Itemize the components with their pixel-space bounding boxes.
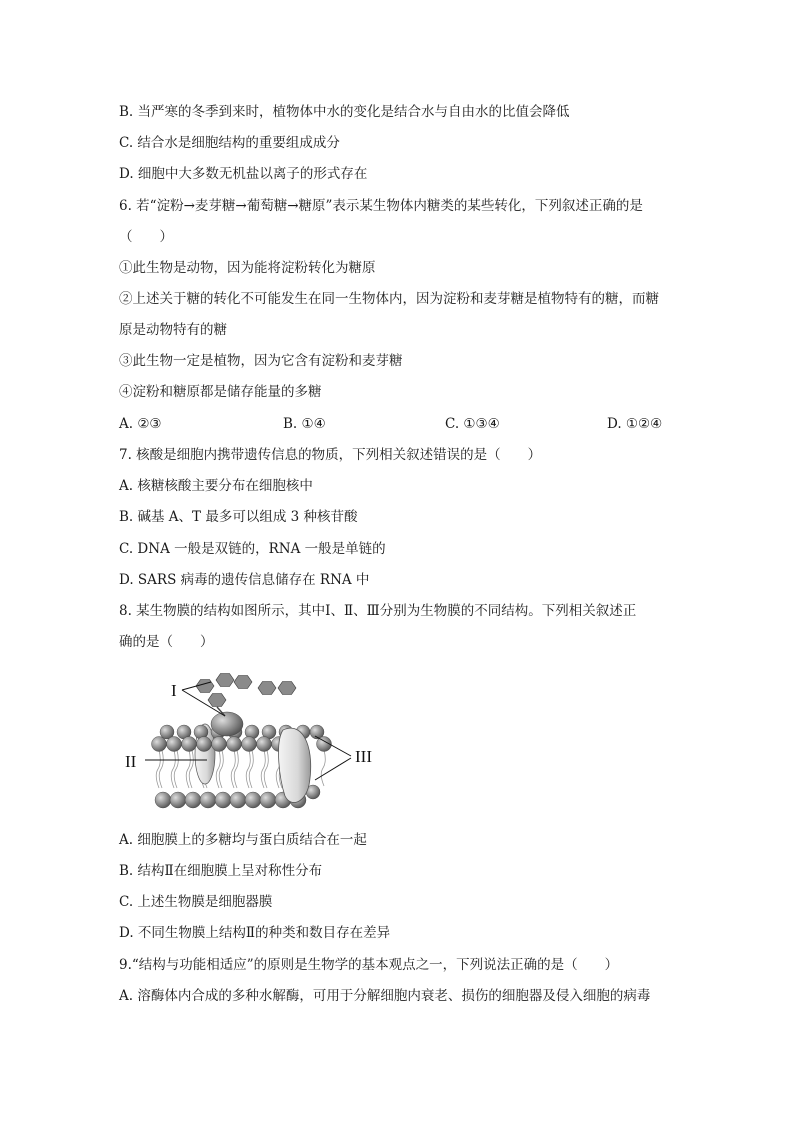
svg-text:II: II: [125, 752, 137, 771]
q8-option-b: B. 结构Ⅱ在细胞膜上呈对称性分布: [119, 863, 323, 879]
q8-option-c: C. 上述生物膜是细胞器膜: [119, 894, 273, 910]
sugar-unit: [234, 676, 252, 689]
q6-statement-3: ③此生物一定是植物，因为它含有淀粉和麦芽糖: [119, 353, 403, 369]
q8-stem-line2: 确的是（ ）: [119, 634, 214, 650]
sugar-unit: [216, 674, 234, 687]
sugar-unit: [278, 682, 296, 695]
q5-option-b: B. 当严寒的冬季到来时，植物体中水的变化是结合水与自由水的比值会降低: [119, 104, 570, 120]
lipid-tail: [261, 750, 265, 788]
q7-option-a: A. 核糖核酸主要分布在细胞核中: [119, 478, 313, 494]
q6-statement-4: ④淀粉和糖原都是储存能量的多糖: [119, 384, 322, 400]
q9-option-a: A. 溶酶体内合成的多种水解酶，可用于分解细胞内衰老、损伤的细胞器及侵入细胞的病毒: [119, 988, 651, 1004]
lipid-head-outer: [152, 737, 167, 752]
lipid-head-outer: [257, 737, 272, 752]
q7-option-d: D. SARS 病毒的遗传信息储存在 RNA 中: [119, 572, 370, 588]
q5-option-c: C. 结合水是细胞结构的重要组成成分: [119, 135, 340, 151]
protein-large: [279, 728, 311, 802]
q6-stem-line1: 6. 若“淀粉→麦芽糖→葡萄糖→糖原”表示某生物体内糖类的某些转化，下列叙述正确的是: [119, 198, 643, 214]
lipid-head-inner: [245, 792, 261, 808]
lipid-tail: [216, 750, 220, 788]
lipid-head-inner: [200, 792, 216, 808]
lipid-head-inner: [260, 792, 276, 808]
svg-text:III: III: [355, 747, 372, 766]
q8-option-a: A. 细胞膜上的多糖均与蛋白质结合在一起: [119, 832, 367, 848]
q7-stem: 7. 核酸是细胞内携带遗传信息的物质，下列相关叙述错误的是（ ）: [119, 447, 542, 463]
lipid-head-inner: [155, 792, 171, 808]
q6-option-b: B. ①④: [283, 416, 326, 432]
q7-option-c: C. DNA 一般是双链的，RNA 一般是单链的: [119, 541, 386, 557]
lipid-tail: [231, 750, 235, 788]
lipid-head-outer: [182, 737, 197, 752]
membrane-diagram: [119, 660, 379, 820]
lipid-head-outer: [242, 737, 257, 752]
lipid-head-outer: [227, 737, 242, 752]
lipid-head-inner: [215, 792, 231, 808]
q5-option-d: D. 细胞中大多数无机盐以离子的形式存在: [119, 166, 368, 182]
lipid-head-inner: [170, 792, 186, 808]
q6-option-c: C. ①③④: [445, 416, 500, 432]
q9-stem: 9.“结构与功能相适应”的原则是生物学的基本观点之一，下列说法正确的是（ ）: [119, 957, 619, 973]
protein-central: [211, 712, 243, 736]
lipid-head-outer: [212, 737, 227, 752]
glycoprotein-sugar-chain: [196, 674, 296, 717]
q6-stem-line2: （ ）: [119, 229, 173, 245]
q8-stem-line1: 8. 某生物膜的结构如图所示，其中Ⅰ、Ⅱ、Ⅲ分别为生物膜的不同结构。下列相关叙述正: [119, 603, 637, 619]
lipid-tail: [246, 750, 250, 788]
sugar-unit: [208, 694, 226, 707]
lipid-tail: [156, 750, 160, 788]
q6-statement-2-line2: 原是动物特有的糖: [119, 322, 227, 338]
lipid-tail: [171, 750, 175, 788]
lipid-head-inner: [185, 792, 201, 808]
svg-text:I: I: [171, 681, 177, 700]
lipid-head-outer: [167, 737, 182, 752]
q6-statement-2-line1: ②上述关于糖的转化不可能发生在同一生物体内，因为淀粉和麦芽糖是植物特有的糖，而糖: [119, 291, 659, 307]
lipid-head-outer: [197, 737, 212, 752]
q6-option-d: D. ①②④: [607, 416, 663, 432]
q8-option-d: D. 不同生物膜上结构Ⅱ的种类和数目存在差异: [119, 925, 391, 941]
q7-option-b: B. 碱基 A、T 最多可以组成 3 种核苷酸: [119, 509, 358, 525]
sugar-unit: [196, 680, 214, 693]
q6-option-a: A. ②③: [119, 416, 162, 432]
lipid-tail: [321, 750, 325, 786]
lipid-head-inner: [230, 792, 246, 808]
membrane-figure: [119, 660, 379, 820]
lipid-tail: [186, 750, 190, 788]
q6-statement-1: ①此生物是动物，因为能将淀粉转化为糖原: [119, 260, 376, 276]
sugar-unit: [258, 682, 276, 695]
